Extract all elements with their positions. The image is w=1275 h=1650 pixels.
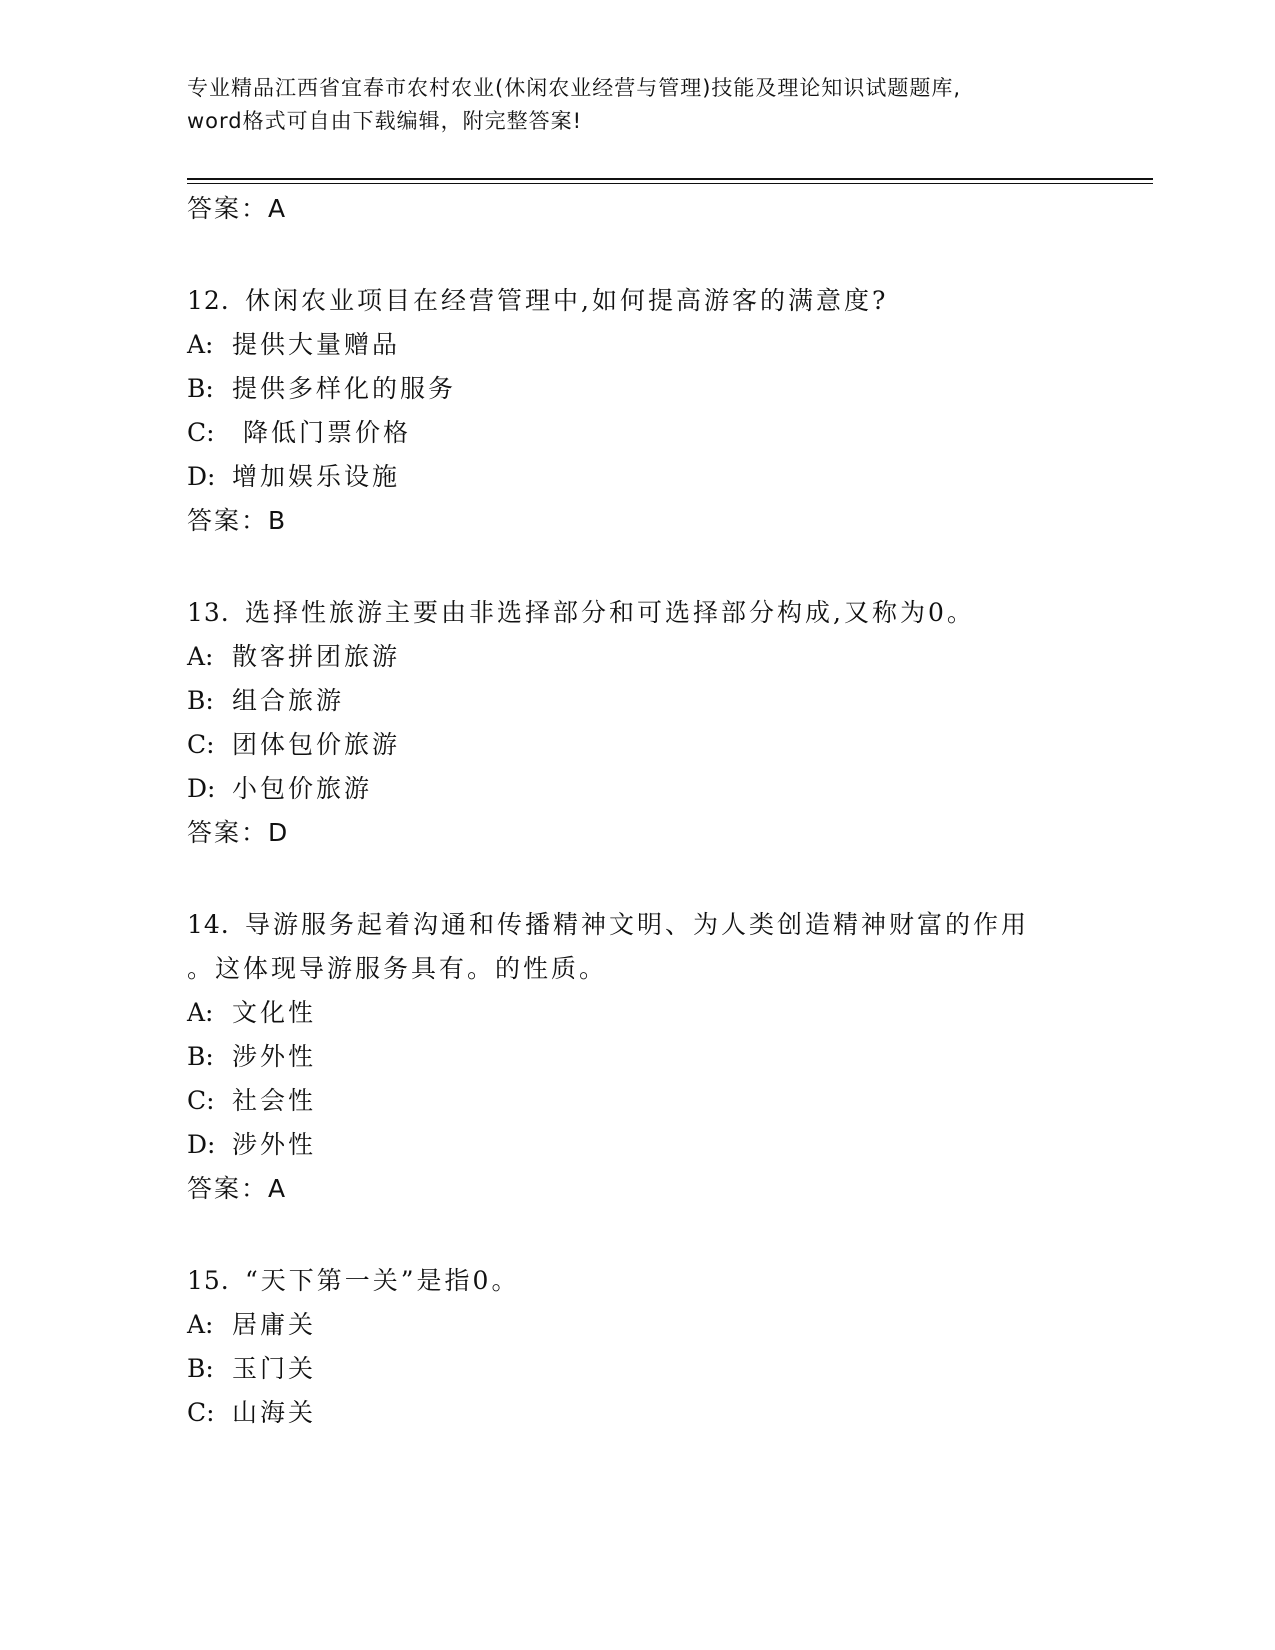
option-label: A: bbox=[187, 330, 214, 359]
option-label: C: bbox=[187, 418, 215, 447]
option-text: 增加娱乐设施 bbox=[232, 462, 401, 491]
option-label: A: bbox=[187, 1310, 214, 1339]
answer-prefix: 答案： bbox=[187, 506, 269, 535]
option-c bbox=[187, 1084, 316, 1118]
option-d bbox=[187, 772, 372, 806]
question-text: 导游服务起着沟通和传播精神文明、为人类创造精神财富的作用 bbox=[245, 910, 1030, 939]
answer-value: A bbox=[268, 194, 288, 223]
option-text: 提供大量赠品 bbox=[232, 330, 401, 359]
option-a bbox=[187, 640, 400, 674]
option-label: A: bbox=[187, 998, 214, 1027]
option-label: D: bbox=[187, 774, 216, 803]
option-text: 组合旅游 bbox=[232, 686, 345, 715]
question-number: 12. bbox=[187, 286, 230, 315]
option-label: B: bbox=[187, 1042, 214, 1071]
option-text: 文化性 bbox=[232, 998, 317, 1027]
question-14-stem-continued bbox=[187, 952, 607, 986]
option-b bbox=[187, 1040, 316, 1074]
option-label: C: bbox=[187, 730, 215, 759]
answer-value: B bbox=[268, 506, 288, 535]
option-text: 涉外性 bbox=[232, 1042, 317, 1071]
answer-prefix: 答案： bbox=[187, 194, 269, 223]
option-text: 小包价旅游 bbox=[232, 774, 373, 803]
question-text: 选择性旅游主要由非选择部分和可选择部分构成,又称为0。 bbox=[245, 598, 975, 627]
option-d bbox=[187, 460, 400, 494]
answer-prefix: 答案： bbox=[187, 818, 269, 847]
option-text: 团体包价旅游 bbox=[232, 730, 401, 759]
header-divider bbox=[187, 178, 1153, 180]
option-text: 山海关 bbox=[232, 1398, 317, 1427]
option-label: D: bbox=[187, 462, 216, 491]
option-b bbox=[187, 372, 456, 406]
answer-line bbox=[187, 816, 289, 850]
option-text: 玉门关 bbox=[232, 1354, 317, 1383]
option-a bbox=[187, 1308, 316, 1342]
option-label: D: bbox=[187, 1130, 216, 1159]
option-text: 居庸关 bbox=[232, 1310, 317, 1339]
option-label: B: bbox=[187, 374, 214, 403]
question-number: 13. bbox=[187, 598, 230, 627]
answer-prefix: 答案： bbox=[187, 1174, 269, 1203]
question-12-stem bbox=[187, 284, 888, 318]
option-text: 涉外性 bbox=[232, 1130, 317, 1159]
answer-line bbox=[187, 504, 287, 538]
option-c bbox=[187, 728, 400, 762]
header-line-2: word格式可自由下载编辑，附完整答案! bbox=[187, 109, 583, 133]
option-label: A: bbox=[187, 642, 214, 671]
option-label: B: bbox=[187, 1354, 214, 1383]
answer-value: D bbox=[268, 818, 290, 847]
question-text: 。这体现导游服务具有。的性质。 bbox=[187, 954, 608, 983]
answer-line bbox=[187, 1172, 287, 1206]
option-a bbox=[187, 328, 400, 362]
document-header bbox=[187, 72, 1087, 138]
option-b bbox=[187, 1352, 316, 1386]
option-label: C: bbox=[187, 1398, 215, 1427]
option-text: 社会性 bbox=[232, 1086, 317, 1115]
header-line-1: 专业精品江西省宜春市农村农业(休闲农业经营与管理)技能及理论知识试题题库, bbox=[187, 76, 962, 100]
answer-value: A bbox=[268, 1174, 288, 1203]
question-14-stem bbox=[187, 908, 1029, 942]
answer-line bbox=[187, 192, 287, 226]
question-number: 14. bbox=[187, 910, 230, 939]
option-label: B: bbox=[187, 686, 214, 715]
question-13-stem bbox=[187, 596, 975, 630]
option-b bbox=[187, 684, 344, 718]
option-d bbox=[187, 1128, 316, 1162]
question-text: “天下第一关”是指0。 bbox=[245, 1266, 520, 1295]
option-text: 散客拼团旅游 bbox=[232, 642, 401, 671]
question-text: 休闲农业项目在经营管理中,如何提高游客的满意度? bbox=[245, 286, 889, 315]
option-text: 降低门票价格 bbox=[232, 418, 411, 447]
option-c bbox=[187, 416, 411, 450]
option-a bbox=[187, 996, 316, 1030]
header-divider-thin bbox=[187, 183, 1153, 184]
question-15-stem bbox=[187, 1264, 519, 1298]
option-c bbox=[187, 1396, 316, 1430]
option-label: C: bbox=[187, 1086, 215, 1115]
question-number: 15. bbox=[187, 1266, 230, 1295]
option-text: 提供多样化的服务 bbox=[232, 374, 457, 403]
